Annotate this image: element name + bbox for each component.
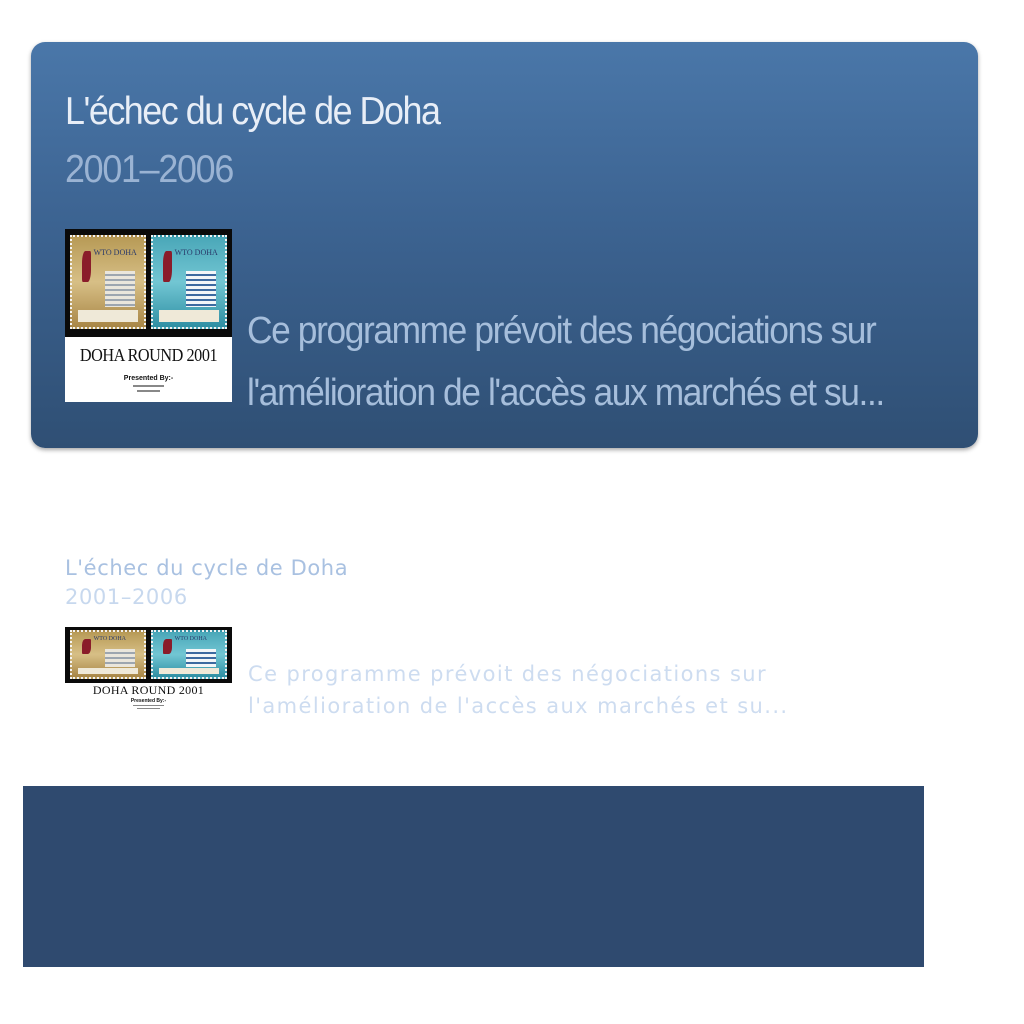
thumbnail-fine-print: [132, 705, 165, 711]
stamp-sheet: [65, 229, 232, 337]
thumbnail-caption: DOHA ROUND 2001: [79, 345, 218, 365]
wto-logo-icon: [163, 251, 172, 282]
stamp-label: WTO DOHA: [93, 247, 137, 257]
doha-round-thumbnail[interactable]: [65, 229, 232, 402]
stamp-strip: [159, 310, 220, 322]
stamp-label: WTO DOHA: [174, 635, 207, 642]
card-years: 2001–2006: [65, 148, 234, 191]
stamp-gold: [70, 235, 146, 329]
wto-logo-icon: [82, 639, 91, 654]
stamp-teal: [151, 630, 227, 679]
building-icon: [105, 271, 135, 307]
card-description: [247, 300, 917, 424]
wto-logo-icon: [163, 639, 172, 654]
thumbnail-caption: DOHA ROUND 2001: [92, 683, 205, 697]
stamp-label: WTO DOHA: [174, 247, 218, 257]
wto-logo-icon: [82, 251, 91, 282]
stamp-teal: [151, 235, 227, 329]
card-description-line: Ce programme prévoit des négociations sur: [247, 310, 876, 352]
ghost-description: [248, 658, 788, 722]
ghost-description-line: l'amélioration de l'accès aux marchés et su...: [248, 694, 789, 718]
building-icon: [186, 271, 216, 307]
ghost-title: L'échec du cycle de Doha: [65, 556, 349, 580]
thumbnail-credit: Presented By:-: [123, 375, 174, 382]
ghost-years: 2001–2006: [65, 585, 188, 609]
stamp-sheet: [65, 627, 232, 683]
bottom-panel: [23, 786, 924, 967]
building-icon: [186, 649, 216, 667]
stamp-strip: [78, 668, 139, 674]
building-icon: [105, 649, 135, 667]
stamp-gold: [70, 630, 146, 679]
stamp-strip: [78, 310, 139, 322]
ghost-description-line: Ce programme prévoit des négociations sur: [248, 662, 768, 686]
stamp-label: WTO DOHA: [93, 635, 126, 642]
card-description-line: l'amélioration de l'accès aux marchés et su...: [247, 372, 884, 414]
thumbnail-credit: Presented By:-: [130, 698, 167, 704]
ghost-thumbnail: [65, 627, 232, 715]
card-title[interactable]: L'échec du cycle de Doha: [65, 90, 440, 133]
article-card[interactable]: [31, 42, 978, 448]
thumbnail-fine-print: [132, 385, 165, 395]
stamp-strip: [159, 668, 220, 674]
